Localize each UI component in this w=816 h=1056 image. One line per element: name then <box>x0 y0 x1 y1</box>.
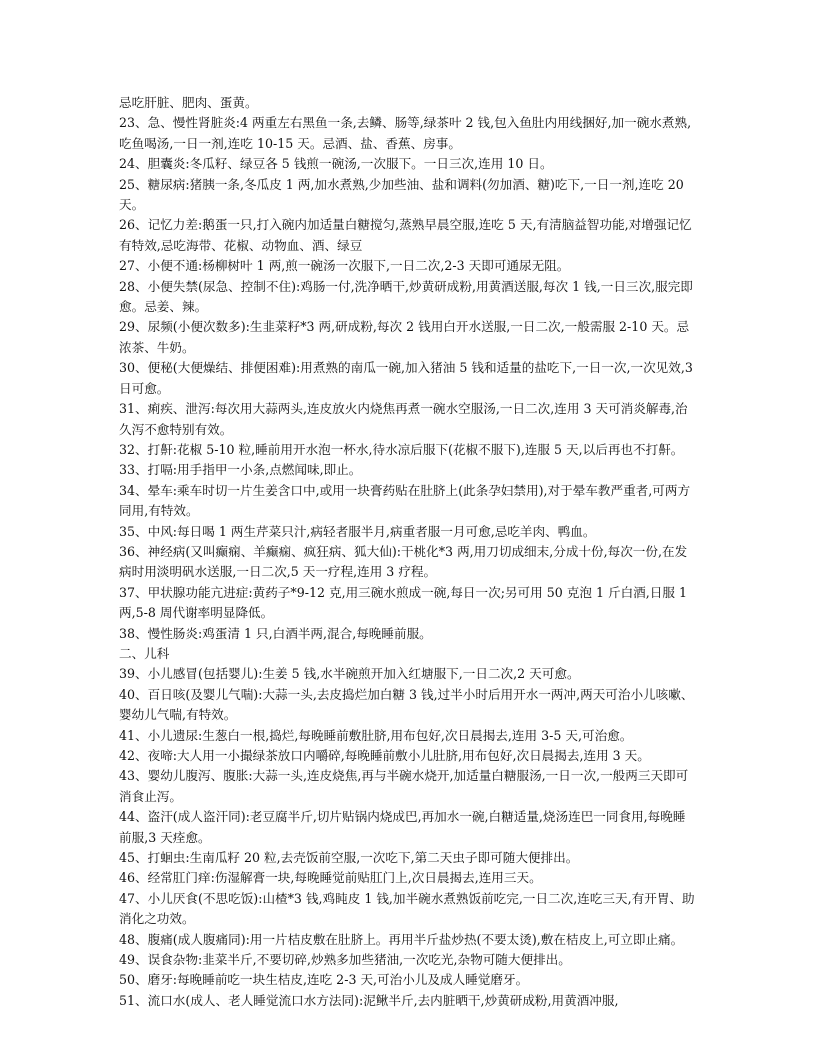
remedy-item-38: 38、慢性肠炎:鸡蛋清 1 只,白酒半两,混合,每晚睡前服。 <box>119 625 432 641</box>
remedy-item-27: 27、小便不通:杨柳树叶 1 两,煎一碗汤一次服下,一日二次,2-3 天即可通尿无阻。 <box>119 258 570 274</box>
remedy-item-50: 50、磨牙:每晚睡前吃一块生桔皮,连吃 2-3 天,可治小儿及成人睡觉磨牙。 <box>119 972 529 988</box>
remedy-item-44: 44、盗汗(成人盗汗同):老豆腐半斤,切片贴锅内烧成巴,再加水一碗,白糖适量,烧汤连巴一同食用,每晚睡前服,3 天痊愈。 <box>119 809 686 845</box>
remedy-item-37: 37、甲状腺功能亢进症:黄药子*9-12 克,用三碗水煎成一碗,每日一次;另可用 50 克泡 1 斤白酒,日服 1 两,5-8 周代谢率明显降低。 <box>119 584 687 621</box>
remedy-item-36: 36、神经病(又叫癫痫、羊癫痫、疯狂病、狐大仙):干桃化*3 两,用刀切成细末,分成十份,每次一份,在发病时用淡明矾水送服,一日二次,5 天一疗程,连用 3 疗程。 <box>119 543 688 580</box>
remedy-item-35: 35、中风:每日喝 1 两生芹菜只汁,病轻者服半月,病重者服一月可愈,忌吃羊肉、鸭血。 <box>119 523 596 539</box>
remedy-item-39: 39、小儿感冒(包括婴儿):生姜 5 钱,水半碗煎开加入红塘服下,一日二次,2 天可愈。 <box>119 666 580 682</box>
remedy-item-31: 31、痢疾、泄泻:每次用大蒜两头,连皮放火内烧焦再煮一碗水空服汤,一日二次,连用 3 天可消炎解毒,治久泻不愈特别有效。 <box>119 401 688 437</box>
remedy-item-30: 30、便秘(大便燥结、排便困难):用煮熟的南瓜一碗,加入猪油 5 钱和适量的盐吃下,一日一次,一次见效,3 日可愈。 <box>119 360 693 396</box>
remedy-item-43: 43、婴幼儿腹泻、腹胀:大蒜一头,连皮烧焦,再与半碗水烧开,加适量白糖服汤,一日一次,一般两三天即可消食止泻。 <box>119 768 689 804</box>
remedy-item-51: 51、流口水(成人、老人睡觉流口水方法同):泥鳅半斤,去内脏晒干,炒黄研成粉,用黄酒冲服, <box>119 992 619 1008</box>
remedy-item-49: 49、误食杂物:韭菜半斤,不要切碎,炒熟多加些猪油,一次吃光,杂物可随大便排出。 <box>119 952 571 968</box>
remedy-item-26: 26、记忆力差:鹅蛋一只,打入碗内加适量白糖搅匀,蒸熟早晨空服,连吃 5 天,有清脑益智功能,对增强记忆有特效,忌吃海带、花椒、动物血、酒、绿豆 <box>119 217 692 253</box>
remedy-item-47: 47、小儿厌食(不思吃饭):山楂*3 钱,鸡盹皮 1 钱,加半碗水煮熟饭前吃完,一日二次,连吃三天,有开胃、助消化之功效。 <box>119 890 695 927</box>
remedy-item-29: 29、尿频(小便次数多):生韭菜籽*3 两,研成粉,每次 2 钱用白开水送服,一日二次,一般需服 2-10 天。忌浓茶、牛奶。 <box>119 319 690 355</box>
remedy-item-41: 41、小儿遗尿:生葱白一根,捣烂,每晚睡前敷肚脐,用布包好,次日晨揭去,连用 3-5 天,可治愈。 <box>119 727 633 743</box>
remedy-item-48: 48、腹痛(成人腹痛同):用一片桔皮敷在肚脐上。再用半斤盐炒热(不要太烫),敷在桔皮上,可立即止痛。 <box>119 931 684 947</box>
remedy-item-34: 34、晕车:乘车时切一片生姜含口中,或用一块膏药贴在肚脐上(此条孕妇禁用),对于晕车教严重者,可两方同用,有特效。 <box>119 482 691 519</box>
remedy-item-25: 25、糖尿病:猪胰一条,冬瓜皮 1 两,加水煮熟,少加些油、盐和调料(勿加酒、糖)吃下,一日一剂,连吃 20 天。 <box>119 176 684 213</box>
remedy-item-28: 28、小便失禁(尿急、控制不住):鸡肠一付,洗净晒干,炒黄研成粉,用黄酒送服,每次 1 钱,一日三次,服完即愈。忌姜、辣。 <box>119 278 693 315</box>
text-line: 忌吃肝脏、肥肉、蛋黄。 <box>119 95 258 110</box>
remedy-item-46: 46、经常肛门痒:伤湿解膏一块,每晚睡觉前贴肛门上,次日晨揭去,连用三天。 <box>119 870 542 886</box>
remedy-item-32: 32、打鼾:花椒 5-10 粒,睡前用开水泡一杯水,待水凉后服下(花椒不服下),连服 5 天,以后再也不打鼾。 <box>119 441 684 457</box>
remedy-item-42: 42、夜啼:大人用一小撮绿茶放口内嚼碎,每晚睡前敷小儿肚脐,用布包好,次日晨揭去,连用 3 天。 <box>119 748 650 763</box>
remedy-item-33: 33、打嗝:用手指甲一小条,点燃闻味,即止。 <box>119 462 362 478</box>
remedy-item-45: 45、打蛔虫:生南瓜籽 20 粒,去壳饭前空服,一次吃下,第二天虫子即可随大便排出。 <box>119 850 579 866</box>
section-heading-pediatrics: 二、儿科 <box>119 645 170 661</box>
remedy-item-40: 40、百日咳(及婴儿气喘):大蒜一头,去皮捣烂加白糖 3 钱,过半小时后用开水一两冲,两天可治小儿咳嗽、婴幼儿气喘,有特效。 <box>119 686 694 723</box>
remedy-item-24: 24、胆囊炎:冬瓜籽、绿豆各 5 钱煎一碗汤,一次服下。一日三次,连用 10 日。 <box>119 156 553 172</box>
remedy-item-23: 23、急、慢性肾脏炎:4 两重左右黑鱼一条,去鳞、肠等,绿茶叶 2 钱,包入鱼肚内用线捆好,加一碗水煮熟,吃鱼喝汤,一日一剂,连吃 10-15 天。忌酒、盐、香蕉、房事。 <box>119 115 692 151</box>
document-page <box>119 93 697 1011</box>
